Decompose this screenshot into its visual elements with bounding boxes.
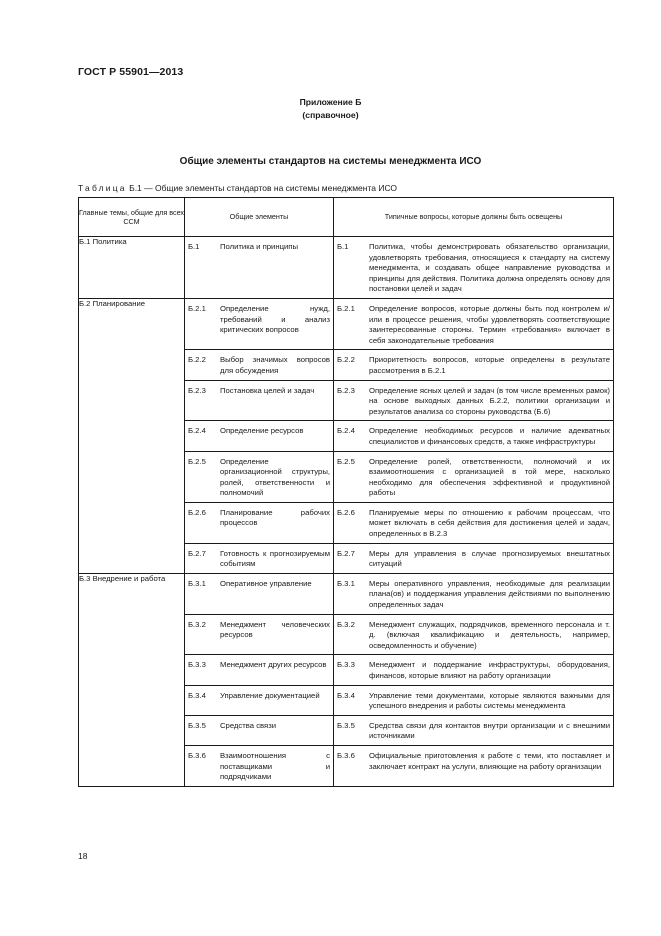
issue-cell-text: Определение вопросов, которые должны быть под контролем и/или в процессе решения, чтобы удовлетворять соответствующие заинтересованные стороны. Термин «требования» включает в себя законодательные требования xyxy=(369,303,610,345)
issue-cell xyxy=(334,380,614,421)
element-cell xyxy=(185,350,334,380)
issue-cell-code: Б.3.5 xyxy=(337,720,355,730)
element-cell-text: Определение ресурсов xyxy=(220,426,304,436)
element-cell-text: Оперативное управление xyxy=(220,578,312,588)
element-cell xyxy=(185,237,334,299)
topic-cell: Б.2 Планирование xyxy=(79,298,185,573)
issue-cell-code: Б.2.7 xyxy=(337,548,355,558)
issue-cell-code: Б.3.4 xyxy=(337,690,355,700)
issue-cell-text: Определение ясных целей и задач (в том числе временных рамок) на основе выходных данных Б.2.2, политики организации и результатов анализа со стороны руководства (Б.6) xyxy=(369,385,610,416)
appendix-type: (справочное) xyxy=(302,110,359,120)
element-cell xyxy=(185,685,334,715)
issue-cell-text: Управление теми документами, которые являются важными для успешного внедрения и работы системы менеджмента xyxy=(369,690,610,711)
element-cell-code: Б.2.6 xyxy=(188,507,206,517)
element-cell xyxy=(185,298,334,349)
issue-cell xyxy=(334,655,614,685)
element-cell-text: Взаимоотношения с поставщиками и подрядчиками xyxy=(220,750,330,782)
table-body xyxy=(79,237,614,787)
appendix-heading xyxy=(0,96,661,122)
issue-cell xyxy=(334,502,614,543)
issue-cell-code: Б.2.3 xyxy=(337,385,355,395)
table-row xyxy=(79,237,614,299)
element-cell-text: Средства связи xyxy=(220,720,277,730)
issue-cell xyxy=(334,614,614,655)
header-elements: Общие элементы xyxy=(185,198,334,237)
issue-cell-text: Меры оперативного управления, необходимые для реализации плана(ов) и поддержания управления действиями по выполнению определенных задач xyxy=(369,578,610,610)
issue-cell xyxy=(334,685,614,715)
element-cell-text: Постановка целей и задач xyxy=(220,385,315,395)
element-cell-text: Политика и принципы xyxy=(220,242,298,251)
header-topics: Главные темы, общие для всех ССМ xyxy=(79,198,185,237)
header-issues: Типичные вопросы, которые должны быть освещены xyxy=(334,198,614,237)
element-cell-code: Б.2.7 xyxy=(188,548,206,558)
element-cell-text: Менеджмент человеческих ресурсов xyxy=(220,619,330,640)
table-caption xyxy=(78,183,397,193)
issue-cell-code: Б.2.2 xyxy=(337,355,355,365)
table-caption-text: Б.1 — Общие элементы стандартов на системы менеджмента ИСО xyxy=(129,183,398,193)
issue-cell-code: Б.1 xyxy=(337,242,349,251)
issue-cell-text: Менеджмент служащих, подрядчиков, временного персонала и т. д. (включая квалификацию и деятельность, например, осведомленность и обучение) xyxy=(369,619,610,650)
issue-cell-code: Б.2.6 xyxy=(337,507,355,517)
issue-cell-code: Б.2.1 xyxy=(337,303,355,313)
topic-cell: Б.3 Внедрение и работа xyxy=(79,573,185,786)
issue-cell-code: Б.2.5 xyxy=(337,456,355,466)
element-cell-text: Управление документацией xyxy=(220,690,320,700)
element-cell-code: Б.2.3 xyxy=(188,385,206,395)
element-cell-code: Б.2.2 xyxy=(188,355,206,365)
issue-cell-text: Приоритетность вопросов, которые определены в результате рассмотрения в Б.2.1 xyxy=(369,355,610,375)
element-cell-code: Б.2.5 xyxy=(188,456,206,466)
issue-cell-code: Б.3.6 xyxy=(337,750,355,760)
issue-cell-code: Б.3.3 xyxy=(337,660,355,670)
issue-cell-text: Политика, чтобы демонстрировать обязательство организации, удовлетворять требования, относящиеся к стандарту на систему менеджмента, и создавать общее направление руководства и принципы для действия. Политика должна определять основу для постановки целей и задач xyxy=(369,242,610,294)
element-cell-code: Б.3.3 xyxy=(188,660,206,670)
element-cell-text: Планирование рабочих процессов xyxy=(220,507,330,528)
issue-cell-code: Б.3.2 xyxy=(337,619,355,629)
element-cell-code: Б.3.1 xyxy=(188,578,206,588)
issue-cell-text: Менеджмент и поддержание инфраструктуры, оборудования, финансов, которые влияют на работу организации xyxy=(369,660,610,680)
topic-cell: Б.1 Политика xyxy=(79,237,185,299)
element-cell-code: Б.3.2 xyxy=(188,619,206,629)
element-cell-code: Б.3.4 xyxy=(188,690,206,700)
element-cell xyxy=(185,421,334,451)
element-cell-code: Б.1 xyxy=(188,242,200,251)
element-cell-text: Выбор значимых вопросов для обсуждения xyxy=(220,355,330,375)
element-cell xyxy=(185,502,334,543)
element-cell-code: Б.3.5 xyxy=(188,720,206,730)
issue-cell-text: Определение ролей, ответственности, полномочий и их взаимоотношения с организацией в той мере, насколько необходимо для обеспечения эффективной и продуктивной работы xyxy=(369,456,610,498)
issue-cell xyxy=(334,237,614,299)
issue-cell-text: Официальные приготовления к работе с теми, кто поставляет и заключает контракт на услуги, влияющие на работу организации xyxy=(369,750,610,771)
issue-cell xyxy=(334,451,614,502)
element-cell-code: Б.3.6 xyxy=(188,750,206,760)
issue-cell-code: Б.3.1 xyxy=(337,578,355,588)
element-cell xyxy=(185,451,334,502)
issue-cell xyxy=(334,715,614,745)
element-cell xyxy=(185,655,334,685)
element-cell-code: Б.2.1 xyxy=(188,303,206,313)
issue-cell xyxy=(334,298,614,349)
appendix-label: Приложение Б xyxy=(299,97,362,107)
element-cell xyxy=(185,573,334,614)
element-cell xyxy=(185,380,334,421)
element-cell-text: Готовность к прогнозируемым событиям xyxy=(220,548,330,569)
table-row xyxy=(79,298,614,349)
issue-cell xyxy=(334,543,614,573)
element-cell-code: Б.2.4 xyxy=(188,426,206,436)
issue-cell-code: Б.2.4 xyxy=(337,426,355,436)
element-cell-text: Определение нужд, требований и анализ критических вопросов xyxy=(220,303,330,335)
element-cell xyxy=(185,614,334,655)
page-number: 18 xyxy=(78,851,88,861)
issue-cell xyxy=(334,573,614,614)
issue-cell-text: Средства связи для контактов внутри организации и с внешними источниками xyxy=(369,720,610,741)
issue-cell xyxy=(334,350,614,380)
element-cell xyxy=(185,715,334,745)
page-title: Общие элементы стандартов на системы менеджмента ИСО xyxy=(179,156,482,167)
issue-cell-text: Планируемые меры по отношению к рабочим процессам, что может включать в себя действия для достижения целей и задач, определенных в В.2.3 xyxy=(369,507,610,539)
issue-cell-text: Определение необходимых ресурсов и наличие адекватных специалистов и финансовых средств, а также инфраструктуры xyxy=(369,426,610,446)
table-caption-prefix: Таблица xyxy=(78,183,127,193)
issue-cell xyxy=(334,745,614,786)
elements-table xyxy=(78,197,614,787)
standard-id: ГОСТ Р 55901—2013 xyxy=(78,66,184,78)
issue-cell xyxy=(334,421,614,451)
table-row xyxy=(79,573,614,614)
table-header-row xyxy=(79,198,614,237)
element-cell-text: Определение организационной структуры, ролей, ответственности и полномочий xyxy=(220,456,330,498)
element-cell-text: Менеджмент других ресурсов xyxy=(220,660,327,670)
element-cell xyxy=(185,745,334,786)
element-cell xyxy=(185,543,334,573)
issue-cell-text: Меры для управления в случае прогнозируемых внештатных ситуаций xyxy=(369,548,610,569)
